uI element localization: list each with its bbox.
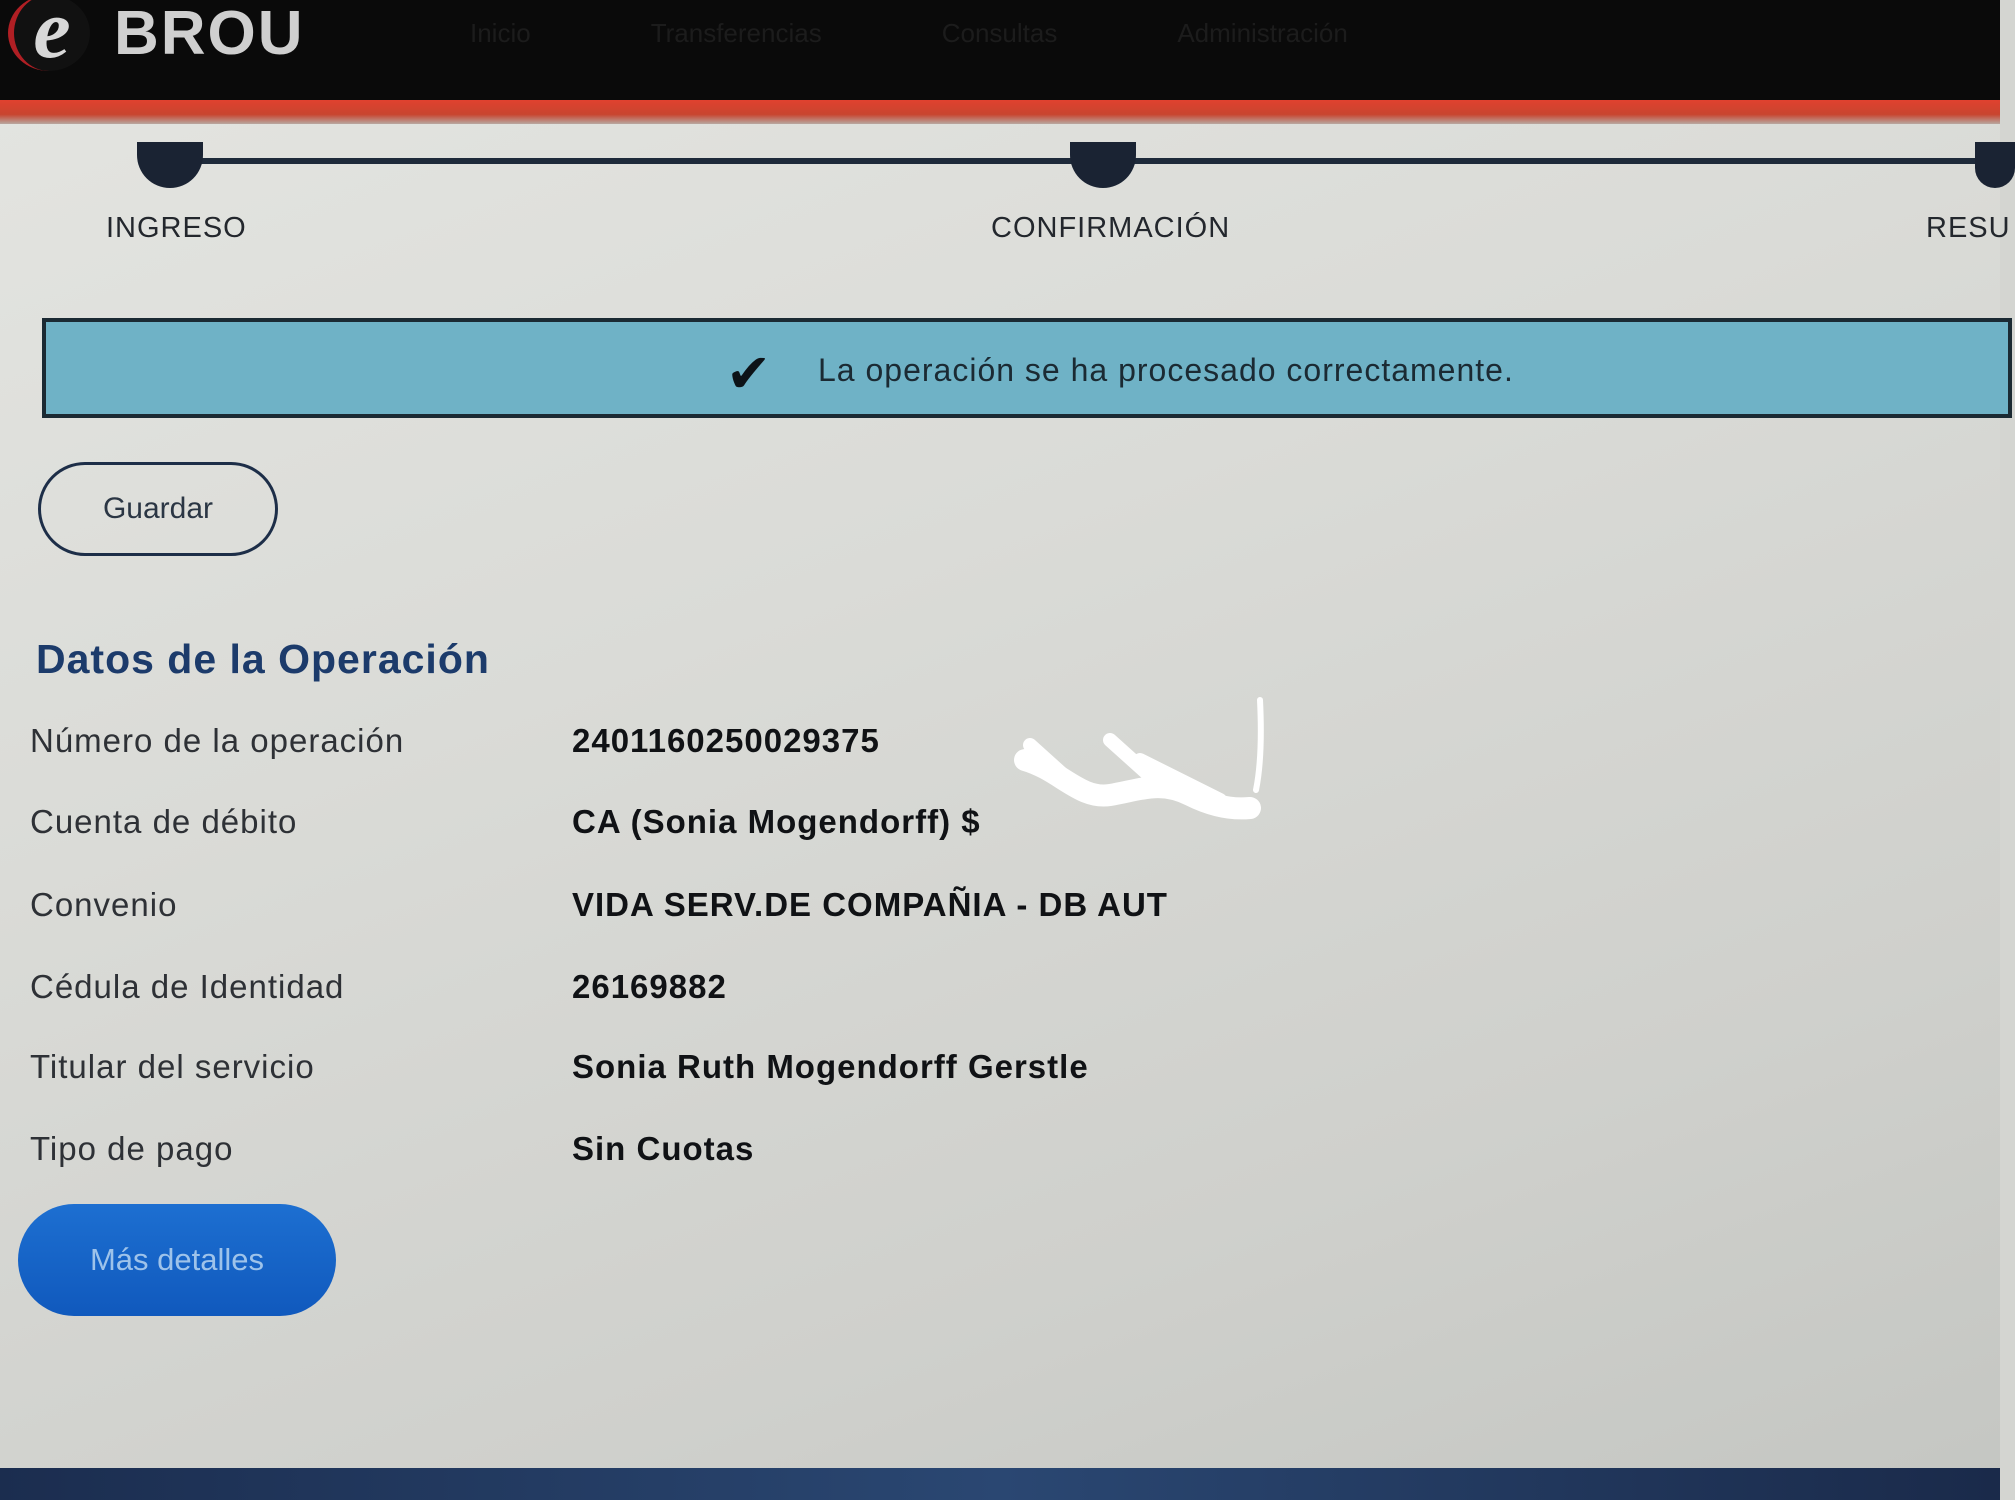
- brou-logo[interactable]: [8, 0, 305, 78]
- detail-label: Tipo de pago: [30, 1130, 234, 1167]
- more-details-button[interactable]: Más detalles: [18, 1204, 336, 1316]
- detail-row-payment-type: [0, 1130, 2000, 1180]
- detail-value: Sin Cuotas: [572, 1130, 755, 1167]
- detail-value: CA (Sonia Mogendorff) $: [572, 803, 981, 840]
- detail-row-operation-number: [0, 722, 2000, 772]
- detail-value: 26169882: [572, 968, 727, 1005]
- save-button[interactable]: Guardar: [38, 462, 278, 556]
- detail-label: Número de la operación: [30, 722, 405, 759]
- detail-label: Cédula de Identidad: [30, 968, 345, 1005]
- detail-row-agreement: [0, 886, 2000, 936]
- detail-value: 2401160250029375: [572, 722, 880, 759]
- top-navigation-bar: [0, 0, 2000, 108]
- brand-accent-stripe: [0, 100, 2000, 124]
- detail-row-debit-account: [0, 803, 2000, 853]
- detail-label: Convenio: [30, 886, 178, 923]
- nav-item-consultas[interactable]: Consultas: [941, 18, 1058, 48]
- step-label-confirmacion: CONFIRMACIÓN: [991, 212, 1231, 244]
- success-banner: [42, 318, 2012, 418]
- nav-item-inicio[interactable]: Inicio: [470, 18, 531, 48]
- detail-value: Sonia Ruth Mogendorff Gerstle: [572, 1048, 1089, 1085]
- footer-bar: [0, 1468, 2000, 1500]
- detail-value: VIDA SERV.DE COMPAÑIA - DB AUT: [572, 886, 1168, 923]
- logo-e-icon: e: [8, 0, 90, 71]
- detail-row-service-holder: [0, 1048, 2000, 1098]
- section-title-operation: Datos de la Operación: [36, 636, 490, 682]
- checkmark-icon: ✔: [726, 344, 772, 404]
- step-label-resultado: RESU: [1926, 212, 2011, 244]
- logo-brand-text: BROU: [114, 0, 305, 68]
- detail-label: Titular del servicio: [30, 1048, 315, 1085]
- step-marker-resultado: [1975, 142, 2015, 188]
- step-label-ingreso: INGRESO: [106, 212, 247, 244]
- nav-item-administracion[interactable]: Administración: [1177, 18, 1348, 48]
- main-nav: [470, 18, 1348, 49]
- detail-label: Cuenta de débito: [30, 803, 298, 840]
- success-message: La operación se ha procesado correctamente.: [818, 352, 1514, 388]
- nav-item-transferencias[interactable]: Transferencias: [650, 18, 822, 48]
- redaction-scribble: [1020, 700, 1260, 840]
- detail-row-id-card: [0, 968, 2000, 1018]
